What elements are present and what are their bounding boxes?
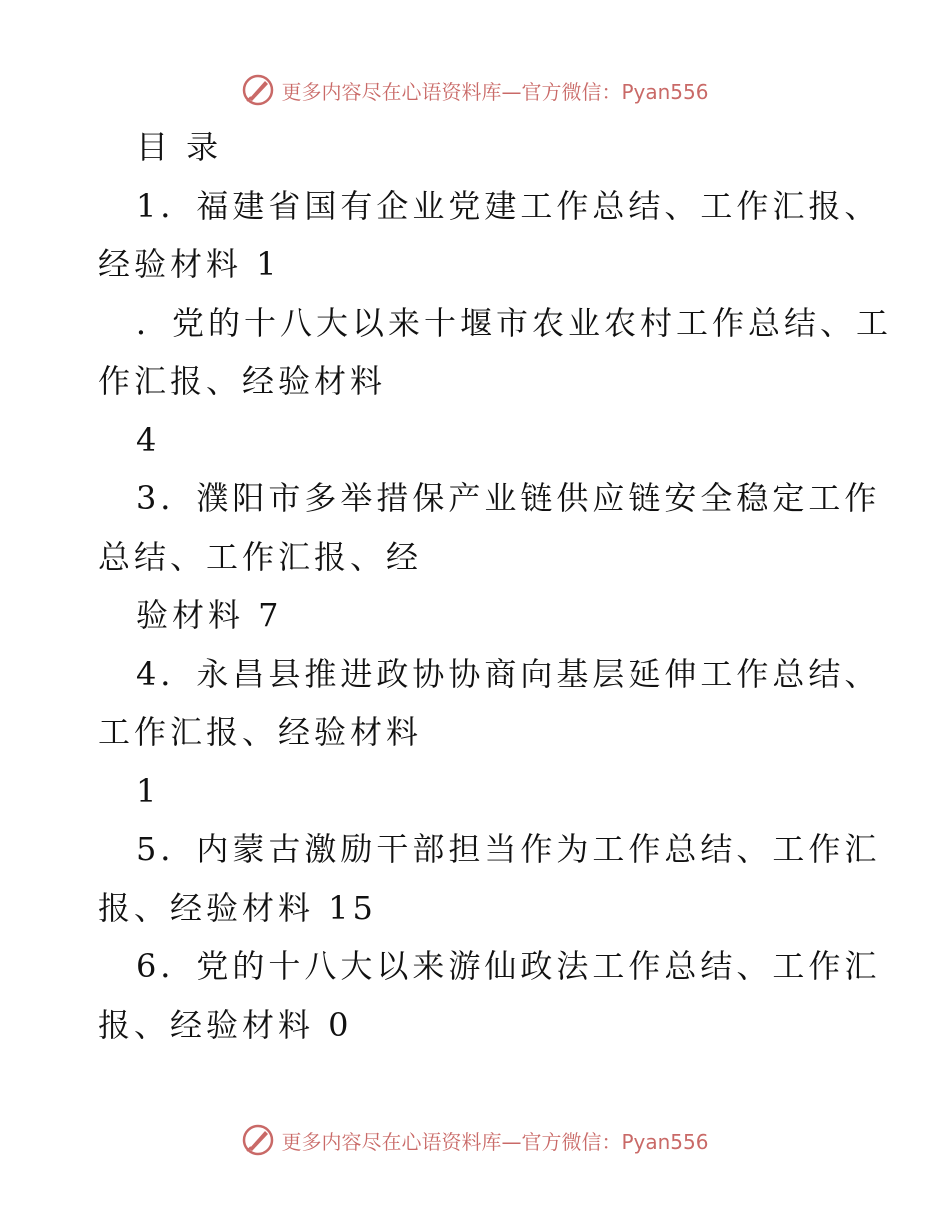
watermark-text: 更多内容尽在心语资料库—官方微信：Pyan556	[281, 1129, 709, 1154]
table-of-contents	[98, 118, 893, 1054]
toc-line: 4．永昌县推进政协协商向基层延伸工作总结、	[136, 654, 881, 693]
red-quill-logo-icon	[241, 73, 275, 107]
watermark-text: 更多内容尽在心语资料库—官方微信：Pyan556	[281, 79, 709, 104]
toc-line: 5．内蒙古激励干部担当作为工作总结、工作汇	[136, 830, 881, 868]
header-watermark	[0, 70, 950, 110]
toc-line: 1．福建省国有企业党建工作总结、工作汇报、	[136, 186, 881, 225]
footer-watermark	[0, 1120, 950, 1160]
toc-title: 目 录	[136, 128, 223, 166]
toc-line: 6．党的十八大以来游仙政法工作总结、工作汇	[136, 947, 881, 985]
toc-line: 验材料 7	[136, 596, 283, 634]
toc-line: 3．濮阳市多举措保产业链供应链安全稳定工作	[136, 479, 881, 517]
toc-line: 1	[136, 771, 161, 810]
toc-line: 作汇报、经验材料	[98, 362, 387, 400]
toc-line: 4	[136, 420, 161, 459]
toc-line: 经验材料 1	[98, 245, 281, 283]
toc-line: ．党的十八大以来十堰市农业农村工作总结、工	[136, 303, 893, 342]
toc-line: 工作汇报、经验材料	[98, 713, 423, 751]
toc-line: 报、经验材料 0	[98, 1005, 353, 1044]
red-quill-logo-icon	[241, 1123, 275, 1157]
toc-line: 报、经验材料 15	[98, 888, 377, 927]
toc-line: 总结、工作汇报、经	[98, 537, 423, 576]
